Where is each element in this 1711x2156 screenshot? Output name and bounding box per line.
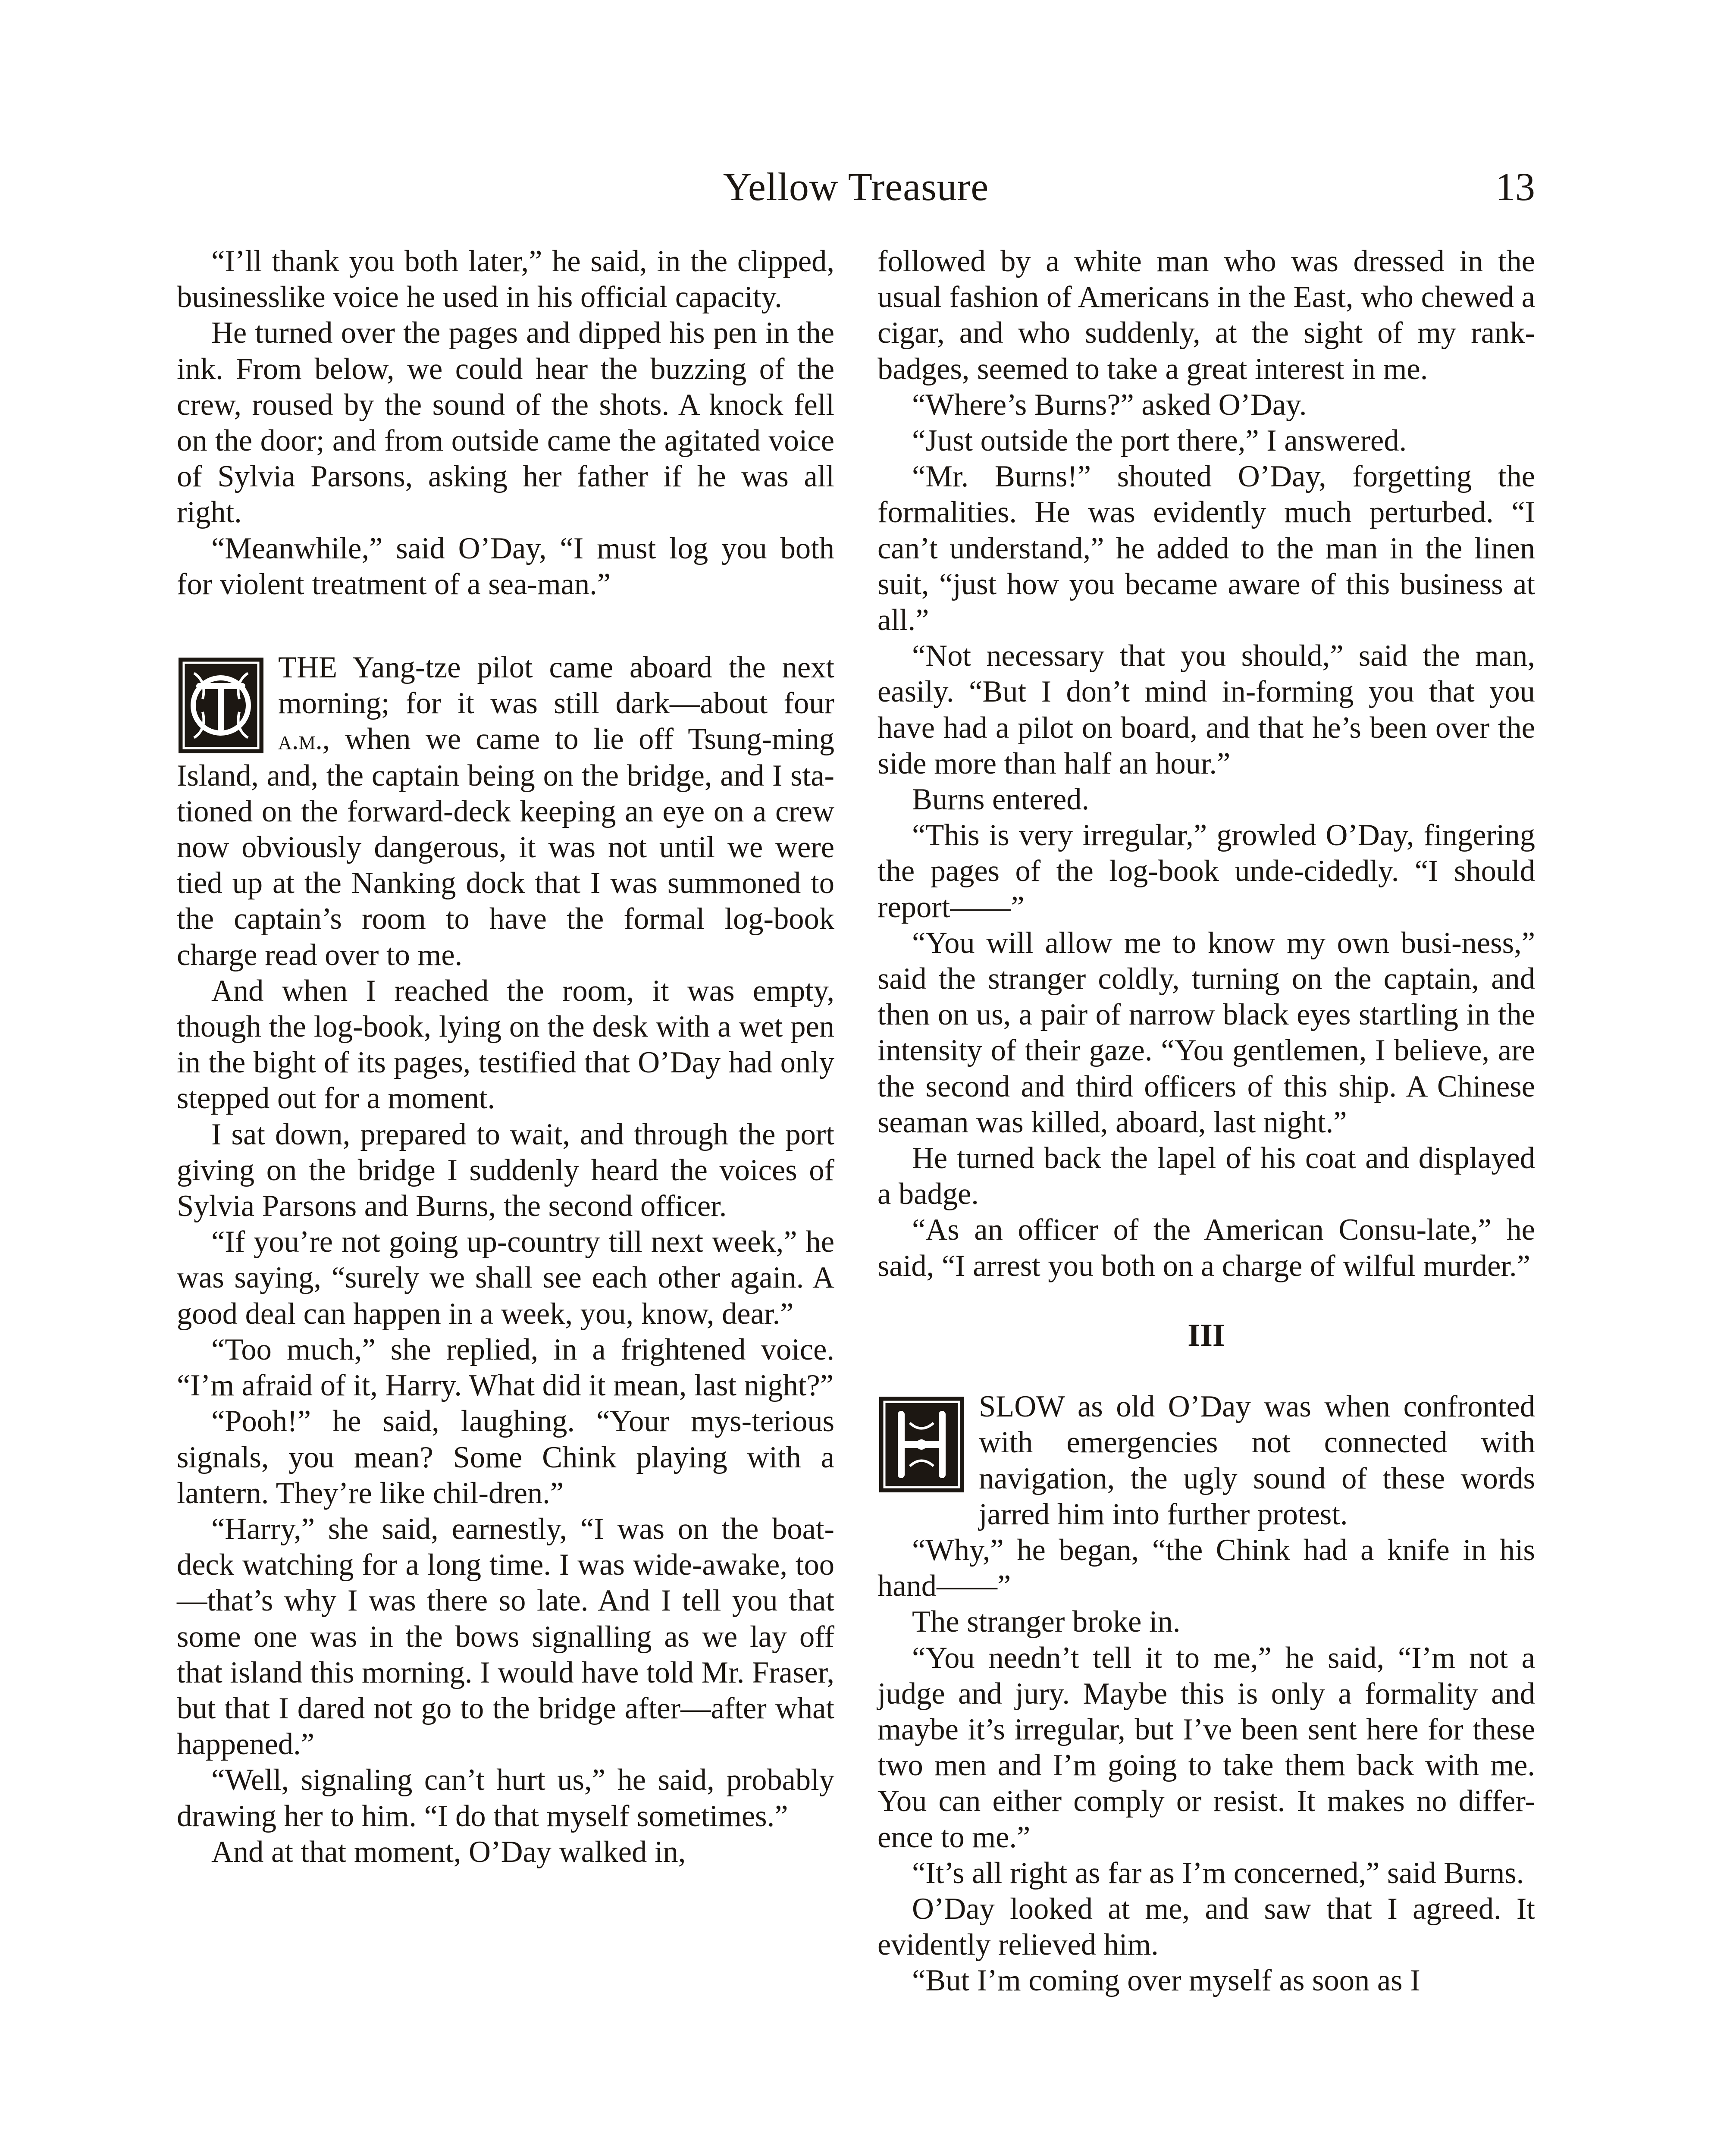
- paragraph: “Where’s Burns?” asked O’Day.: [912, 388, 1307, 422]
- paragraph: “Not necessary that you should,” said the man, easily. “But I don’t mind in-forming you that you have had a pilot on board, and that he’s been over the side more than half an hour.”: [877, 639, 1535, 780]
- paragraph-with-dropcap: [177, 650, 834, 973]
- paragraph: The stranger broke in.: [912, 1605, 1181, 1639]
- left-column: [177, 244, 834, 1870]
- paragraph: “You needn’t tell it to me,” he said, “I’m not a judge and jury. Maybe this is only a formality and maybe it’s irregular, but I’ve been sent here for these two men and I’m going to take them back with me. You can either comply or resist. It makes no differ-ence to me.”: [877, 1641, 1535, 1854]
- paragraph: “This is very irregular,” growled O’Day, fingering the pages of the log-book unde-cidedly. “I should report——”: [877, 818, 1535, 924]
- paragraph: “As an officer of the American Consu-late,” he said, “I arrest you both on a charge of wilful murder.”: [877, 1213, 1535, 1283]
- paragraph: “Mr. Burns!” shouted O’Day, forgetting the formalities. He was evidently much perturbed. “I can’t understand,” he added to the man in the linen suit, “just how you became aware of this business at all.”: [877, 460, 1535, 637]
- paragraph: “If you’re not going up-country till next week,” he was saying, “surely we shall see each other again. A good deal can happen in a week, you, know, dear.”: [177, 1225, 834, 1331]
- paragraph: “But I’m coming over myself as soon as I: [912, 1964, 1420, 1998]
- paragraph: And at that moment, O’Day walked in,: [211, 1835, 686, 1869]
- paragraph: I sat down, prepared to wait, and through the port giving on the bridge I suddenly heard the voices of Sylvia Parsons and Burns, the second officer.: [177, 1117, 834, 1223]
- paragraph: He turned back the lapel of his coat and displayed a badge.: [877, 1141, 1535, 1211]
- paragraph: O’Day looked at me, and saw that I agreed. It evidently relieved him.: [877, 1892, 1535, 1962]
- paragraph: “You will allow me to know my own busi-ness,” said the stranger coldly, turning on the captain, and then on us, a pair of narrow black eyes startling in the intensity of their gaze. “You gentlemen, I believe, are the second and third officers of this ship. A Chinese seaman was killed, aboard, last night.”: [877, 926, 1535, 1139]
- page-number: 13: [1495, 165, 1535, 209]
- paragraph: “I’ll thank you both later,” he said, in the clipped, businesslike voice he used in his official capacity.: [177, 244, 834, 314]
- paragraph: “Well, signaling can’t hurt us,” he said, probably drawing her to him. “I do that myself sometimes.”: [177, 1763, 834, 1833]
- section-heading: III: [1188, 1317, 1225, 1353]
- decorative-initial-icon: [877, 1395, 966, 1494]
- paragraph-text: , when we came to lie off Tsung-ming Island, and, the captain being on the bridge, and I sta-tioned on the forward-deck keeping an eye on a crew now obviously dangerous, it was not until we were tied up at the Nanking dock that I was summoned to the captain’s room to have the formal log-book charge read over to me.: [177, 722, 834, 972]
- paragraph: He turned over the pages and dipped his pen in the ink. From below, we could hear the buzzing of the crew, roused by the sound of the shots. A knock fell on the door; and from outside came the agitated voice of Sylvia Parsons, asking her father if he was all right.: [177, 316, 834, 530]
- paragraph: “Meanwhile,” said O’Day, “I must log you both for violent treatment of a sea-man.”: [177, 531, 834, 601]
- page-header: [177, 164, 1535, 224]
- time-abbreviation: a.m.: [278, 724, 323, 755]
- paragraph-text: THE Yang-tze pilot came aboard the next morning; for it was still dark—about four: [278, 651, 834, 721]
- paragraph-text: SLOW as old O’Day was when confronted with emergencies not connected with navigation, the ugly sound of these words jarred him into further protest.: [979, 1390, 1535, 1531]
- paragraph: “Harry,” she said, earnestly, “I was on the boat-deck watching for a long time. I was wide-awake, too—that’s why I was there so late. And I tell you that some one was in the bows signalling as we lay off that island this morning. I would have told Mr. Fraser, but that I dared not go to the bridge after—after what happened.”: [177, 1512, 834, 1761]
- running-title: Yellow Treasure: [723, 165, 989, 209]
- paragraph: “Why,” he began, “the Chink had a knife in his hand——”: [877, 1533, 1535, 1603]
- paragraph: “Too much,” she replied, in a frightened voice. “I’m afraid of it, Harry. What did it mean, last night?”: [177, 1332, 834, 1403]
- paragraph: “Pooh!” he said, laughing. “Your mys-terious signals, you mean? Some Chink playing with a lantern. They’re like chil-dren.”: [177, 1404, 834, 1510]
- decorative-initial-icon: [177, 656, 265, 755]
- right-column: [877, 244, 1535, 1999]
- paragraph: “Just outside the port there,” I answered.: [912, 424, 1407, 458]
- paragraph: “It’s all right as far as I’m concerned,” said Burns.: [912, 1856, 1524, 1890]
- paragraph-with-dropcap: [877, 1389, 1535, 1532]
- paragraph: And when I reached the room, it was empty, though the log-book, lying on the desk with a wet pen in the bight of its pages, testified that O’Day had only stepped out for a moment.: [177, 974, 834, 1116]
- paragraph: Burns entered.: [912, 783, 1090, 817]
- paragraph: followed by a white man who was dressed in the usual fashion of Americans in the East, who chewed a cigar, and who suddenly, at the sight of my rank-badges, seemed to take a great interest in me.: [877, 244, 1535, 386]
